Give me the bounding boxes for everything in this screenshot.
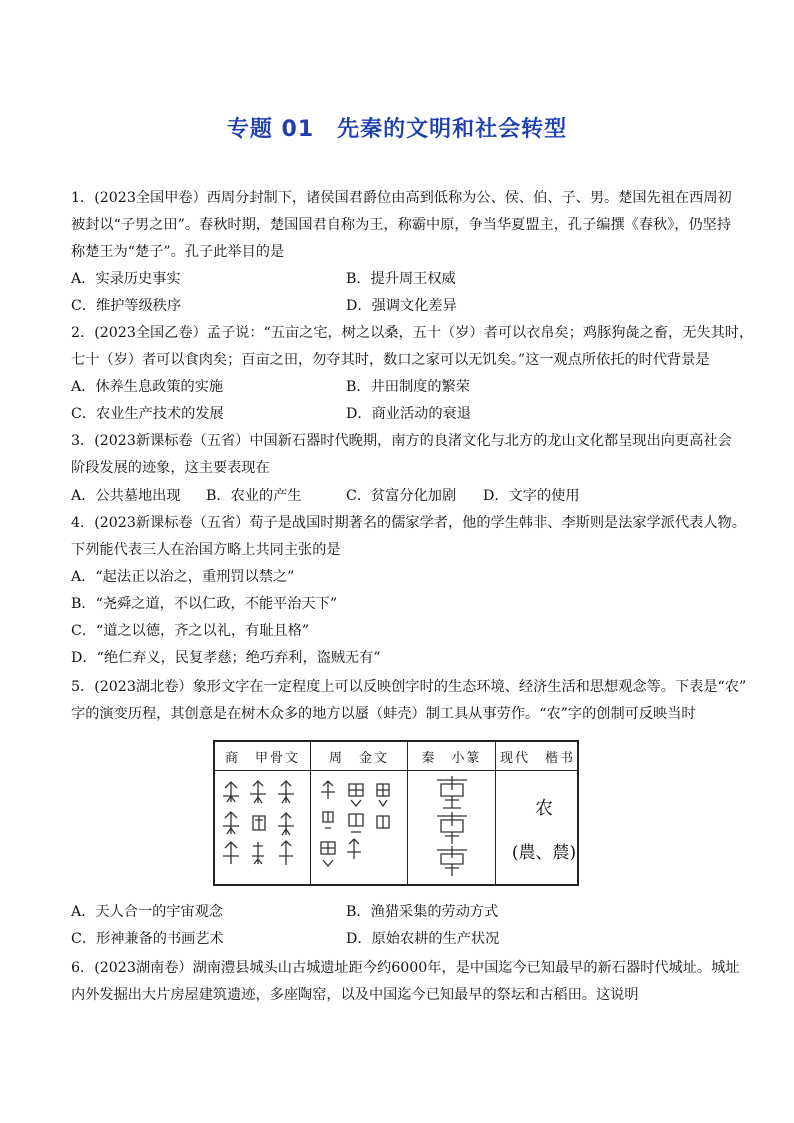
question-text-line: 2．(2023全国乙卷）孟子说：“五亩之宅，树之以桑，五十（岁）者可以衣帛矣；鸡豚狗彘之畜，无失其时， bbox=[71, 325, 754, 341]
modern-character: 农 bbox=[535, 798, 553, 819]
bronze-inscription-glyphs bbox=[315, 776, 403, 876]
option-d: D．文字的使用 bbox=[483, 488, 580, 504]
option-a: A．天人合一的宇宙观念 bbox=[71, 904, 224, 920]
question-text-line: 5．(2023湖北卷）象形文字在一定程度上可以反映创字时的生态环境、经济生活和思想观念等。下表是“农” bbox=[71, 679, 747, 695]
character-evolution-table bbox=[213, 740, 579, 886]
option-d: D．“绝仁弃义，民复孝慈；绝巧弃利，盗贼无有” bbox=[71, 650, 381, 666]
option-b: B．提升周王权威 bbox=[346, 271, 456, 287]
option-a: A．休养生息政策的实施 bbox=[71, 379, 224, 395]
header-zhou-bronze: 周 金文 bbox=[328, 751, 389, 766]
option-row bbox=[71, 486, 580, 506]
oracle-bone-glyphs bbox=[219, 776, 307, 876]
option-a: A．“起法正以治之，重刑罚以禁之” bbox=[71, 569, 295, 585]
header-qin-seal: 秦 小篆 bbox=[421, 751, 482, 766]
question-text-line: 1．(2023全国甲卷）西周分封制下，诸侯国君爵位由高到低称为公、侯、伯、子、男。楚国先祖在西周初 bbox=[71, 190, 732, 206]
option-c: C．农业生产技术的发展 bbox=[71, 406, 224, 422]
small-seal-glyphs bbox=[415, 774, 491, 880]
option-d: D．原始农耕的生产状况 bbox=[346, 931, 500, 947]
question-text-line: 字的演变历程，其创意是在树木众多的地方以蜃（蚌壳）制工具从事劳作。“农”字的创制可反映当时 bbox=[71, 706, 696, 722]
option-b: B．井田制度的繁荣 bbox=[346, 379, 470, 395]
header-modern-regular: 现代 楷书 bbox=[499, 751, 575, 766]
option-c: C．形神兼备的书画艺术 bbox=[71, 931, 224, 947]
question-text-line: 4．(2023新课标卷（五省）荀子是战国时期著名的儒家学者，他的学生韩非、李斯则是法家学派代表人物。 bbox=[71, 515, 746, 531]
option-a: A．公共墓地出现 bbox=[71, 488, 181, 504]
option-a: A．实录历史事实 bbox=[71, 271, 181, 287]
option-b: B．“尧舜之道，不以仁政，不能平治天下” bbox=[71, 596, 338, 612]
question-text-line: 6．(2023湖南卷）湖南澧县城头山古城遗址距今约6000年，是中国迄今已知最早的新石器时代城址。城址 bbox=[71, 960, 740, 976]
option-b: B．农业的产生 bbox=[206, 488, 302, 504]
modern-variants: (農、辳) bbox=[511, 843, 577, 863]
option-c: C．贫富分化加剧 bbox=[346, 488, 457, 504]
option-c: C．维护等级秩序 bbox=[71, 298, 182, 314]
question-text-line: 3．(2023新课标卷（五省）中国新石器时代晚期，南方的良渚文化与北方的龙山文化都呈现出向更高社会 bbox=[71, 433, 732, 449]
question-text-line: 阶段发展的迹象，这主要表现在 bbox=[71, 460, 270, 476]
question-text-line: 内外发掘出大片房屋建筑遗迹，多座陶窑，以及中国迄今已知最早的祭坛和古稻田。这说明 bbox=[71, 987, 639, 1003]
option-b: B．渔猎采集的劳动方式 bbox=[346, 904, 499, 920]
question-text-line: 七十（岁）者可以食肉矣；百亩之田，勿夺其时，数口之家可以无饥矣。”这一观点所依托的时代背景是 bbox=[71, 352, 710, 368]
option-c: C．“道之以德，齐之以礼，有耻且格” bbox=[71, 623, 310, 639]
question-text-line: 被封以“子男之田”。春秋时期，楚国国君自称为王，称霸中原，争当华夏盟主，孔子编撰《春秋》，仍坚持 bbox=[71, 217, 732, 233]
question-text-line: 称楚王为“楚子”。孔子此举目的是 bbox=[71, 244, 285, 260]
header-shang-oracle: 商 甲骨文 bbox=[224, 751, 300, 766]
option-d: D．商业活动的衰退 bbox=[346, 406, 471, 422]
option-d: D．强调文化差异 bbox=[346, 298, 457, 314]
question-text-line: 下列能代表三人在治国方略上共同主张的是 bbox=[71, 542, 341, 558]
page-title: 专题 01 先秦的文明和社会转型 bbox=[226, 117, 568, 142]
